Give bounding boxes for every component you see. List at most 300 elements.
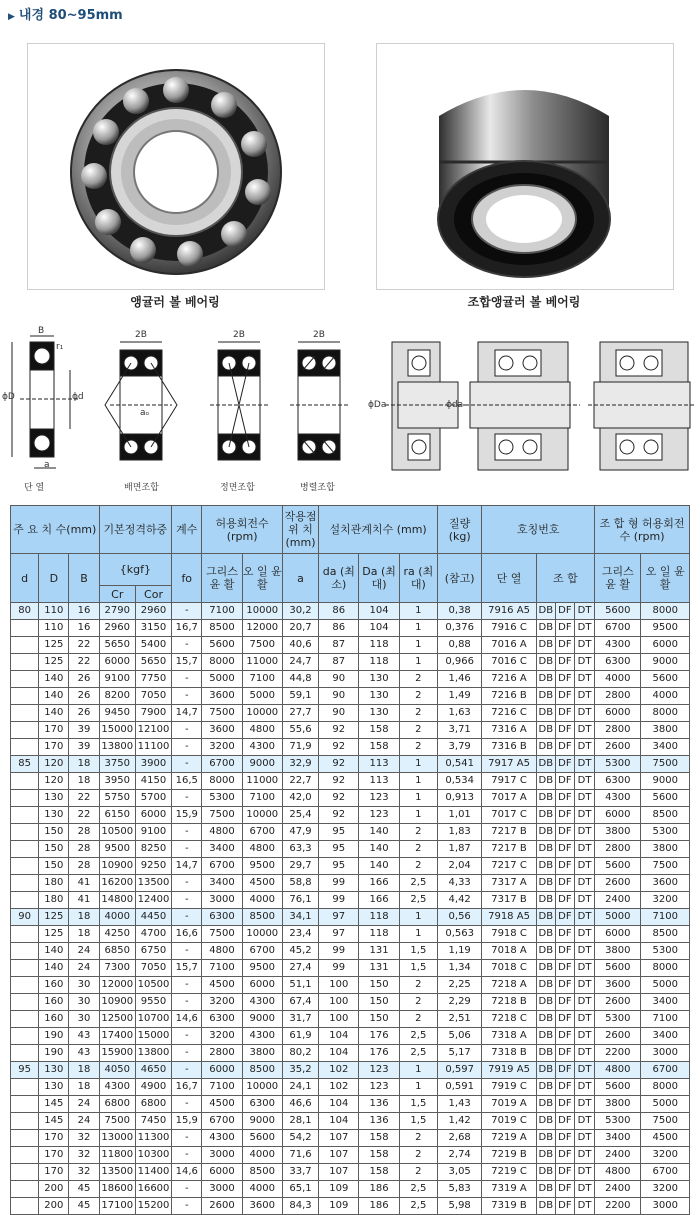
- table-cell: 2400: [595, 1147, 641, 1164]
- table-cell: DT: [574, 977, 594, 994]
- table-cell: 8000: [202, 773, 242, 790]
- table-cell: DB: [536, 620, 555, 637]
- table-cell: 1,42: [438, 1113, 482, 1130]
- table-cell: DT: [574, 688, 594, 705]
- table-cell: 6700: [641, 1164, 690, 1181]
- table-cell: DB: [536, 977, 555, 994]
- table-cell: 120: [39, 756, 69, 773]
- table-cell: 1: [399, 603, 437, 620]
- table-row: [11, 620, 690, 637]
- table-cell: 5300: [595, 756, 641, 773]
- table-cell: 2: [399, 1130, 437, 1147]
- table-cell: 7500: [202, 926, 242, 943]
- table-cell: 99: [319, 960, 359, 977]
- table-cell: 7217 B: [482, 841, 536, 858]
- table-cell: 186: [359, 1181, 399, 1198]
- table-cell: 32: [69, 1147, 99, 1164]
- table-cell: 44,8: [282, 671, 318, 688]
- table-cell: DT: [574, 1181, 594, 1198]
- header-a: a: [282, 554, 318, 603]
- table-cell: 7219 B: [482, 1147, 536, 1164]
- table-cell: 2: [399, 1164, 437, 1181]
- table-cell: 5600: [641, 671, 690, 688]
- table-cell: 41: [69, 892, 99, 909]
- table-cell: -: [172, 892, 202, 909]
- table-cell: 150: [359, 994, 399, 1011]
- table-cell: DB: [536, 739, 555, 756]
- table-cell: 5650: [135, 654, 171, 671]
- table-row: [11, 875, 690, 892]
- back-to-back-diagram: [105, 342, 177, 460]
- caption-tandem: 병렬조합: [300, 483, 335, 493]
- caption-back-to-back: 배면조합: [124, 483, 159, 493]
- header-Cr: Cr: [99, 586, 135, 603]
- table-cell: DF: [555, 1045, 574, 1062]
- table-cell: 47,9: [282, 824, 318, 841]
- table-cell: 99: [319, 943, 359, 960]
- table-cell: 28,1: [282, 1113, 318, 1130]
- table-row: [11, 1198, 690, 1215]
- table-cell: 18: [69, 773, 99, 790]
- table-row: [11, 943, 690, 960]
- table-cell: 18: [69, 1062, 99, 1079]
- table-cell: 0,966: [438, 654, 482, 671]
- table-cell: DF: [555, 1130, 574, 1147]
- table-cell: DF: [555, 858, 574, 875]
- table-cell: 15,9: [172, 1113, 202, 1130]
- table-cell: 9100: [99, 671, 135, 688]
- table-row: [11, 1079, 690, 1096]
- table-cell: DF: [555, 909, 574, 926]
- table-cell: 3600: [595, 977, 641, 994]
- table-cell: 3000: [202, 1147, 242, 1164]
- header-Da: Da (최대): [359, 554, 399, 603]
- table-cell: 102: [319, 1062, 359, 1079]
- label-r1: r₁: [56, 342, 64, 352]
- table-cell: 18: [69, 1079, 99, 1096]
- table-cell: 80: [11, 603, 39, 620]
- table-cell: 10900: [99, 994, 135, 1011]
- table-cell: [11, 1045, 39, 1062]
- table-cell: DB: [536, 807, 555, 824]
- table-cell: DT: [574, 603, 594, 620]
- table-cell: 7918 A5: [482, 909, 536, 926]
- table-cell: 2,51: [438, 1011, 482, 1028]
- table-cell: 2,74: [438, 1147, 482, 1164]
- table-cell: 7218 B: [482, 994, 536, 1011]
- table-cell: [11, 858, 39, 875]
- table-cell: DT: [574, 1062, 594, 1079]
- table-cell: 7100: [641, 1011, 690, 1028]
- table-cell: DF: [555, 790, 574, 807]
- table-cell: 0,541: [438, 756, 482, 773]
- table-cell: 8000: [641, 705, 690, 722]
- table-cell: 6700: [595, 620, 641, 637]
- table-cell: 11100: [135, 739, 171, 756]
- bearing-spec-table: [10, 505, 690, 1215]
- table-cell: 2: [399, 977, 437, 994]
- table-cell: [11, 1130, 39, 1147]
- table-cell: 16,5: [172, 773, 202, 790]
- table-cell: 1: [399, 807, 437, 824]
- header-mount: 설치관계치수 (mm): [319, 506, 438, 554]
- table-cell: 92: [319, 790, 359, 807]
- table-cell: -: [172, 671, 202, 688]
- table-cell: 7016 A: [482, 637, 536, 654]
- table-cell: DB: [536, 1011, 555, 1028]
- table-cell: 5,06: [438, 1028, 482, 1045]
- table-cell: 13800: [99, 739, 135, 756]
- label-B: B: [38, 326, 45, 336]
- table-cell: DT: [574, 824, 594, 841]
- table-cell: 1,43: [438, 1096, 482, 1113]
- table-cell: 3000: [202, 892, 242, 909]
- table-cell: 7050: [135, 960, 171, 977]
- table-cell: 63,3: [282, 841, 318, 858]
- table-cell: 7018 A: [482, 943, 536, 960]
- table-cell: 59,1: [282, 688, 318, 705]
- table-cell: 45: [69, 1198, 99, 1215]
- table-cell: 71,9: [282, 739, 318, 756]
- table-cell: 109: [319, 1181, 359, 1198]
- table-cell: 5750: [99, 790, 135, 807]
- table-cell: DF: [555, 637, 574, 654]
- table-cell: 7317 B: [482, 892, 536, 909]
- table-cell: 65,1: [282, 1181, 318, 1198]
- table-cell: 92: [319, 756, 359, 773]
- table-cell: 7018 C: [482, 960, 536, 977]
- table-cell: DT: [574, 1164, 594, 1181]
- table-cell: 170: [39, 722, 69, 739]
- table-cell: 6000: [641, 637, 690, 654]
- bearing-diagrams-svg: [0, 320, 700, 495]
- table-cell: 2,5: [399, 892, 437, 909]
- table-cell: 30: [69, 1011, 99, 1028]
- table-cell: 92: [319, 773, 359, 790]
- table-row: [11, 824, 690, 841]
- table-cell: DF: [555, 603, 574, 620]
- table-cell: 130: [39, 1062, 69, 1079]
- table-cell: 99: [319, 875, 359, 892]
- table-cell: 2: [399, 824, 437, 841]
- table-cell: 100: [319, 977, 359, 994]
- table-cell: 7319 B: [482, 1198, 536, 1215]
- table-cell: 87: [319, 637, 359, 654]
- table-cell: 51,1: [282, 977, 318, 994]
- table-cell: DB: [536, 960, 555, 977]
- table-cell: 32,9: [282, 756, 318, 773]
- table-cell: 16200: [99, 875, 135, 892]
- table-row: [11, 1028, 690, 1045]
- table-cell: DB: [536, 926, 555, 943]
- table-cell: 5300: [641, 824, 690, 841]
- header-designation: 호칭번호: [482, 506, 595, 554]
- table-cell: DB: [536, 722, 555, 739]
- table-cell: 2,25: [438, 977, 482, 994]
- table-cell: DF: [555, 943, 574, 960]
- table-cell: -: [172, 637, 202, 654]
- table-cell: 9500: [641, 620, 690, 637]
- table-cell: 5,83: [438, 1181, 482, 1198]
- header-kgf: {kgf}: [99, 554, 172, 586]
- header-comb: 조 합: [536, 554, 594, 603]
- table-cell: 140: [359, 858, 399, 875]
- table-cell: 160: [39, 994, 69, 1011]
- table-cell: 104: [319, 1028, 359, 1045]
- table-cell: 0,376: [438, 620, 482, 637]
- table-cell: 45: [69, 1181, 99, 1198]
- table-cell: 3400: [202, 875, 242, 892]
- table-cell: 7217 C: [482, 858, 536, 875]
- table-cell: 16,6: [172, 926, 202, 943]
- table-cell: DT: [574, 858, 594, 875]
- table-cell: DB: [536, 943, 555, 960]
- table-cell: 4000: [99, 909, 135, 926]
- table-cell: 23,4: [282, 926, 318, 943]
- table-cell: 5,17: [438, 1045, 482, 1062]
- table-cell: 3,71: [438, 722, 482, 739]
- table-cell: DB: [536, 705, 555, 722]
- table-cell: 104: [319, 1045, 359, 1062]
- table-cell: 9100: [135, 824, 171, 841]
- table-cell: 7918 C: [482, 926, 536, 943]
- table-cell: 1,5: [399, 1096, 437, 1113]
- table-cell: 10500: [135, 977, 171, 994]
- table-cell: 6000: [135, 807, 171, 824]
- table-cell: 3600: [641, 875, 690, 892]
- table-cell: DT: [574, 892, 594, 909]
- table-cell: DT: [574, 875, 594, 892]
- table-cell: 3600: [202, 722, 242, 739]
- table-cell: [11, 671, 39, 688]
- table-cell: 0,38: [438, 603, 482, 620]
- table-cell: 4300: [242, 739, 282, 756]
- table-cell: 28: [69, 858, 99, 875]
- table-cell: 2400: [595, 892, 641, 909]
- table-cell: 140: [39, 688, 69, 705]
- table-cell: 6700: [202, 858, 242, 875]
- table-cell: DF: [555, 773, 574, 790]
- table-cell: 1,83: [438, 824, 482, 841]
- table-cell: 7017 C: [482, 807, 536, 824]
- table-cell: 28: [69, 841, 99, 858]
- table-cell: 84,3: [282, 1198, 318, 1215]
- table-cell: 7750: [135, 671, 171, 688]
- label-d: ϕd: [72, 392, 84, 402]
- table-row: [11, 739, 690, 756]
- table-cell: 104: [319, 1096, 359, 1113]
- table-cell: 87: [319, 654, 359, 671]
- table-cell: 22: [69, 807, 99, 824]
- table-cell: 3800: [595, 824, 641, 841]
- table-cell: 7500: [242, 637, 282, 654]
- table-cell: 13500: [135, 875, 171, 892]
- table-row: [11, 960, 690, 977]
- table-cell: -: [172, 1147, 202, 1164]
- table-cell: 2: [399, 841, 437, 858]
- table-cell: 90: [11, 909, 39, 926]
- table-cell: 6300: [595, 654, 641, 671]
- table-cell: 6700: [242, 824, 282, 841]
- table-cell: 16,7: [172, 620, 202, 637]
- table-cell: 170: [39, 739, 69, 756]
- table-cell: DF: [555, 1028, 574, 1045]
- table-cell: 4500: [641, 1130, 690, 1147]
- table-cell: 2: [399, 858, 437, 875]
- table-cell: [11, 926, 39, 943]
- table-cell: 7317 A: [482, 875, 536, 892]
- table-cell: 6300: [202, 909, 242, 926]
- table-cell: 118: [359, 654, 399, 671]
- header-da: da (최소): [319, 554, 359, 603]
- table-cell: 7216 A: [482, 671, 536, 688]
- table-cell: [11, 875, 39, 892]
- table-cell: 58,8: [282, 875, 318, 892]
- table-cell: 1: [399, 756, 437, 773]
- table-cell: 2960: [135, 603, 171, 620]
- header-ref: (참고): [438, 554, 482, 603]
- table-cell: DF: [555, 654, 574, 671]
- table-cell: DF: [555, 841, 574, 858]
- table-cell: 24: [69, 960, 99, 977]
- table-cell: 5,98: [438, 1198, 482, 1215]
- table-cell: [11, 637, 39, 654]
- table-cell: 67,4: [282, 994, 318, 1011]
- table-cell: 6300: [595, 773, 641, 790]
- table-cell: -: [172, 756, 202, 773]
- table-cell: DF: [555, 1062, 574, 1079]
- table-cell: DB: [536, 603, 555, 620]
- table-row: [11, 1045, 690, 1062]
- header-d: d: [11, 554, 39, 603]
- table-cell: -: [172, 1130, 202, 1147]
- table-cell: [11, 824, 39, 841]
- table-cell: 104: [359, 620, 399, 637]
- table-cell: 8500: [242, 909, 282, 926]
- table-cell: DT: [574, 1045, 594, 1062]
- table-cell: 4800: [202, 943, 242, 960]
- table-cell: DF: [555, 807, 574, 824]
- table-cell: 10000: [242, 926, 282, 943]
- table-cell: 15000: [99, 722, 135, 739]
- table-cell: 14800: [99, 892, 135, 909]
- table-cell: 158: [359, 1164, 399, 1181]
- table-cell: 150: [359, 1011, 399, 1028]
- table-cell: 4150: [135, 773, 171, 790]
- table-cell: 1,87: [438, 841, 482, 858]
- table-cell: DT: [574, 756, 594, 773]
- table-cell: [11, 1096, 39, 1113]
- table-row: [11, 1062, 690, 1079]
- table-cell: 13500: [99, 1164, 135, 1181]
- table-cell: 76,1: [282, 892, 318, 909]
- table-cell: 1,46: [438, 671, 482, 688]
- table-cell: -: [172, 790, 202, 807]
- table-cell: 2: [399, 671, 437, 688]
- table-cell: 2800: [595, 688, 641, 705]
- header-D: D: [39, 554, 69, 603]
- table-cell: 6000: [99, 654, 135, 671]
- table-cell: 1,63: [438, 705, 482, 722]
- table-cell: 3000: [202, 1181, 242, 1198]
- table-cell: 158: [359, 722, 399, 739]
- table-cell: 18: [69, 909, 99, 926]
- table-row: [11, 671, 690, 688]
- table-cell: 22: [69, 637, 99, 654]
- table-cell: 7100: [202, 960, 242, 977]
- table-cell: 28: [69, 824, 99, 841]
- table-cell: 8500: [242, 1164, 282, 1181]
- table-cell: DF: [555, 1096, 574, 1113]
- table-cell: 7500: [99, 1113, 135, 1130]
- table-row: [11, 1130, 690, 1147]
- table-row: [11, 1181, 690, 1198]
- table-cell: 32: [69, 1164, 99, 1181]
- table-cell: 2960: [99, 620, 135, 637]
- table-row: [11, 977, 690, 994]
- table-cell: 30: [69, 977, 99, 994]
- table-cell: 4900: [135, 1079, 171, 1096]
- table-cell: DF: [555, 705, 574, 722]
- table-cell: DT: [574, 654, 594, 671]
- table-cell: 2200: [595, 1045, 641, 1062]
- table-cell: DT: [574, 1079, 594, 1096]
- table-cell: 140: [39, 705, 69, 722]
- table-cell: DT: [574, 1011, 594, 1028]
- table-cell: 7100: [202, 603, 242, 620]
- table-cell: 17100: [99, 1198, 135, 1215]
- table-cell: DT: [574, 926, 594, 943]
- table-cell: DF: [555, 824, 574, 841]
- table-cell: 7316 B: [482, 739, 536, 756]
- table-cell: DF: [555, 1147, 574, 1164]
- table-cell: DF: [555, 1079, 574, 1096]
- table-cell: 14,6: [172, 1011, 202, 1028]
- table-cell: [11, 620, 39, 637]
- table-cell: 5000: [595, 909, 641, 926]
- table-cell: DT: [574, 1147, 594, 1164]
- table-cell: [11, 892, 39, 909]
- table-row: [11, 654, 690, 671]
- table-cell: 9500: [242, 960, 282, 977]
- table-cell: 3400: [202, 841, 242, 858]
- caption-combined-bearing: 조합앵귤러 볼 베어링: [467, 295, 581, 309]
- table-cell: 5600: [595, 603, 641, 620]
- table-cell: 8500: [242, 1062, 282, 1079]
- header-Cor: Cor: [135, 586, 171, 603]
- table-cell: 95: [319, 841, 359, 858]
- table-cell: 6000: [242, 977, 282, 994]
- table-cell: 140: [39, 943, 69, 960]
- table-cell: 7219 A: [482, 1130, 536, 1147]
- table-cell: -: [172, 722, 202, 739]
- table-cell: -: [172, 875, 202, 892]
- table-cell: 1: [399, 909, 437, 926]
- table-cell: 35,2: [282, 1062, 318, 1079]
- table-cell: 2600: [595, 994, 641, 1011]
- table-cell: 3800: [641, 841, 690, 858]
- table-cell: 7218 A: [482, 977, 536, 994]
- table-cell: DT: [574, 807, 594, 824]
- table-cell: 158: [359, 1147, 399, 1164]
- table-cell: 2,29: [438, 994, 482, 1011]
- table-cell: 2800: [202, 1045, 242, 1062]
- table-cell: [11, 705, 39, 722]
- table-cell: 5000: [242, 688, 282, 705]
- table-cell: DT: [574, 1113, 594, 1130]
- table-cell: 2,5: [399, 1045, 437, 1062]
- label-2B-back: 2B: [135, 330, 147, 340]
